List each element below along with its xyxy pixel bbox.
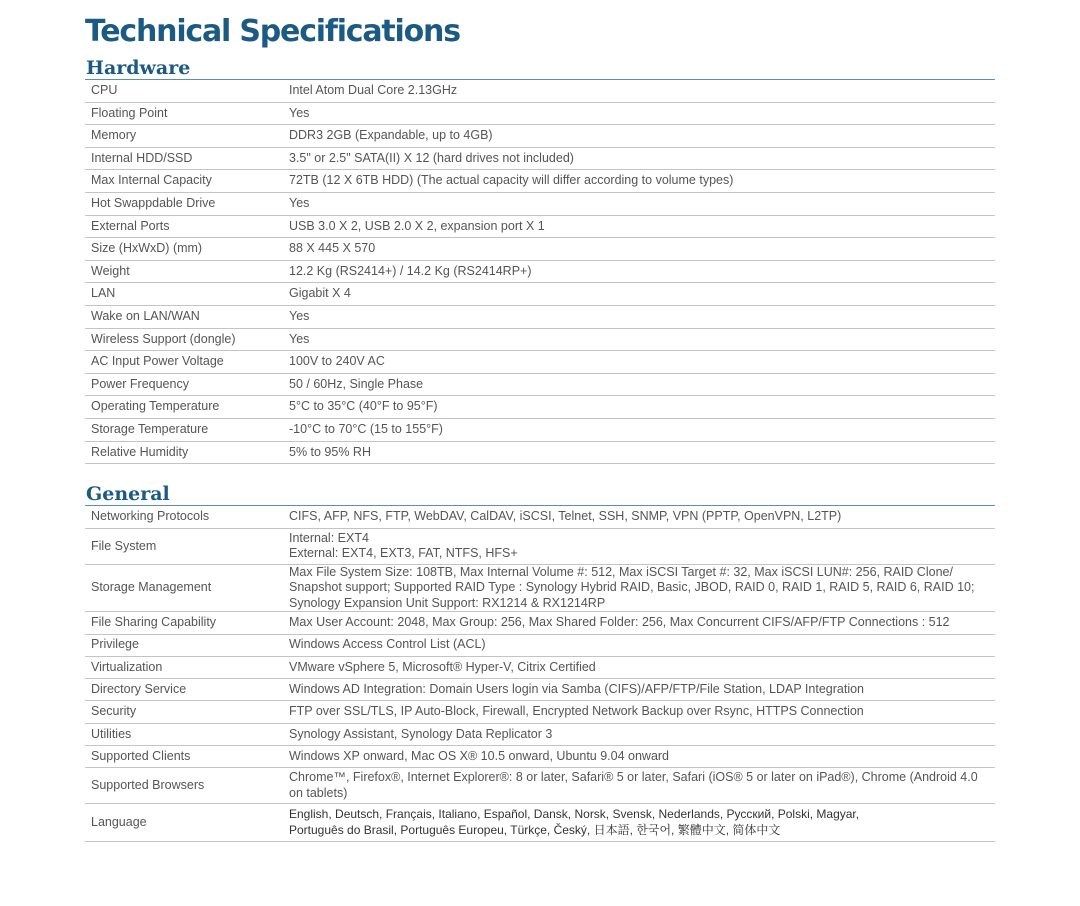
spec-row [85,351,995,374]
spec-label: Storage Temperature [85,418,281,441]
spec-label: Language [85,804,281,842]
spec-row [85,564,995,612]
spec-value: 100V to 240V AC [281,351,995,374]
spec-label: Directory Service [85,679,281,701]
spec-label: Power Frequency [85,373,281,396]
spec-value: Max User Account: 2048, Max Group: 256, Max Shared Folder: 256, Max Concurrent CIFS/AFP/FTP Connections : 512 [281,612,995,634]
spec-row [85,283,995,306]
spec-value: Yes [281,192,995,215]
spec-row [85,768,995,804]
spec-row [85,441,995,464]
spec-row [85,528,995,564]
general-section [85,483,995,842]
spec-row [85,125,995,148]
spec-value: DDR3 2GB (Expandable, up to 4GB) [281,125,995,148]
spec-value: FTP over SSL/TLS, IP Auto-Block, Firewall, Encrypted Network Backup over Rsync, HTTPS Connection [281,701,995,723]
hardware-spec-table [85,80,995,464]
spec-row [85,612,995,634]
spec-value: USB 3.0 X 2, USB 2.0 X 2, expansion port X 1 [281,215,995,238]
spec-row [85,328,995,351]
spec-row [85,679,995,701]
spec-label: Security [85,701,281,723]
spec-value: 72TB (12 X 6TB HDD) (The actual capacity will differ according to volume types) [281,170,995,193]
spec-label: Hot Swappdable Drive [85,192,281,215]
spec-label: Max Internal Capacity [85,170,281,193]
spec-value: -10°C to 70°C (15 to 155°F) [281,418,995,441]
spec-value: Max File System Size: 108TB, Max Internal Volume #: 512, Max iSCSI Target #: 32, Max iSCSI LUN#: 256, RAID Clone/ Snapshot support; Supported RAID Type : Synology Hybrid RAID, Basic, JBOD, RAID 0, RAID 1, RAID 5, RAID 6, RAID 10; Synology Expansion Unit Support: RX1214 & RX1214RP [281,564,995,612]
spec-row [85,373,995,396]
spec-row [85,396,995,419]
spec-value: Windows AD Integration: Domain Users login via Samba (CIFS)/AFP/FTP/File Station, LDAP Integration [281,679,995,701]
spec-label: Weight [85,260,281,283]
hardware-heading: Hardware [85,57,995,80]
spec-value: English, Deutsch, Français, Italiano, Español, Dansk, Norsk, Svensk, Nederlands, Русский, Polski, Magyar, Português do Brasil, Português Europeu, Türkçe, Český, 日本語, 한국어, 繁體中文, 简体中文 [281,804,995,842]
general-spec-table [85,506,995,842]
spec-label: Wake on LAN/WAN [85,305,281,328]
spec-value: Windows XP onward, Mac OS X® 10.5 onward, Ubuntu 9.04 onward [281,746,995,768]
spec-label: CPU [85,80,281,102]
hardware-section [85,57,995,464]
spec-value: CIFS, AFP, NFS, FTP, WebDAV, CalDAV, iSCSI, Telnet, SSH, SNMP, VPN (PPTP, OpenVPN, L2TP) [281,506,995,528]
spec-value: 5% to 95% RH [281,441,995,464]
spec-row [85,260,995,283]
page-title: Technical Specifications [85,14,460,49]
spec-row [85,238,995,261]
spec-value: 5°C to 35°C (40°F to 95°F) [281,396,995,419]
spec-row [85,80,995,102]
spec-label: External Ports [85,215,281,238]
spec-row [85,170,995,193]
spec-value: Gigabit X 4 [281,283,995,306]
spec-value: Yes [281,102,995,125]
spec-value: 12.2 Kg (RS2414+) / 14.2 Kg (RS2414RP+) [281,260,995,283]
spec-row [85,723,995,745]
spec-label: Supported Browsers [85,768,281,804]
spec-label: Size (HxWxD) (mm) [85,238,281,261]
general-heading: General [85,483,995,506]
spec-row [85,634,995,656]
spec-label: Virtualization [85,656,281,678]
spec-value: 88 X 445 X 570 [281,238,995,261]
spec-label: LAN [85,283,281,306]
spec-row [85,418,995,441]
spec-label: AC Input Power Voltage [85,351,281,374]
spec-label: Operating Temperature [85,396,281,419]
spec-label: Storage Management [85,564,281,612]
spec-value: 3.5" or 2.5" SATA(II) X 12 (hard drives not included) [281,147,995,170]
spec-value: Internal: EXT4 External: EXT4, EXT3, FAT, NTFS, HFS+ [281,528,995,564]
spec-row [85,305,995,328]
spec-value: 50 / 60Hz, Single Phase [281,373,995,396]
spec-label: File System [85,528,281,564]
spec-label: Wireless Support (dongle) [85,328,281,351]
spec-label: Memory [85,125,281,148]
spec-value: Windows Access Control List (ACL) [281,634,995,656]
spec-row [85,656,995,678]
spec-value: Intel Atom Dual Core 2.13GHz [281,80,995,102]
spec-row [85,701,995,723]
spec-row [85,147,995,170]
spec-row [85,215,995,238]
spec-label: Internal HDD/SSD [85,147,281,170]
spec-label: Relative Humidity [85,441,281,464]
spec-row [85,804,995,842]
spec-label: File Sharing Capability [85,612,281,634]
spec-row [85,192,995,215]
spec-value: Yes [281,305,995,328]
spec-label: Floating Point [85,102,281,125]
spec-value: Chrome™, Firefox®, Internet Explorer®: 8 or later, Safari® 5 or later, Safari (iOS® 5 or later on iPad®), Chrome (Android 4.0 on tablets) [281,768,995,804]
spec-row [85,746,995,768]
spec-row [85,102,995,125]
spec-label: Utilities [85,723,281,745]
spec-label: Supported Clients [85,746,281,768]
spec-label: Networking Protocols [85,506,281,528]
spec-value: Yes [281,328,995,351]
spec-value: VMware vSphere 5, Microsoft® Hyper-V, Citrix Certified [281,656,995,678]
spec-row [85,506,995,528]
spec-label: Privilege [85,634,281,656]
spec-value: Synology Assistant, Synology Data Replicator 3 [281,723,995,745]
